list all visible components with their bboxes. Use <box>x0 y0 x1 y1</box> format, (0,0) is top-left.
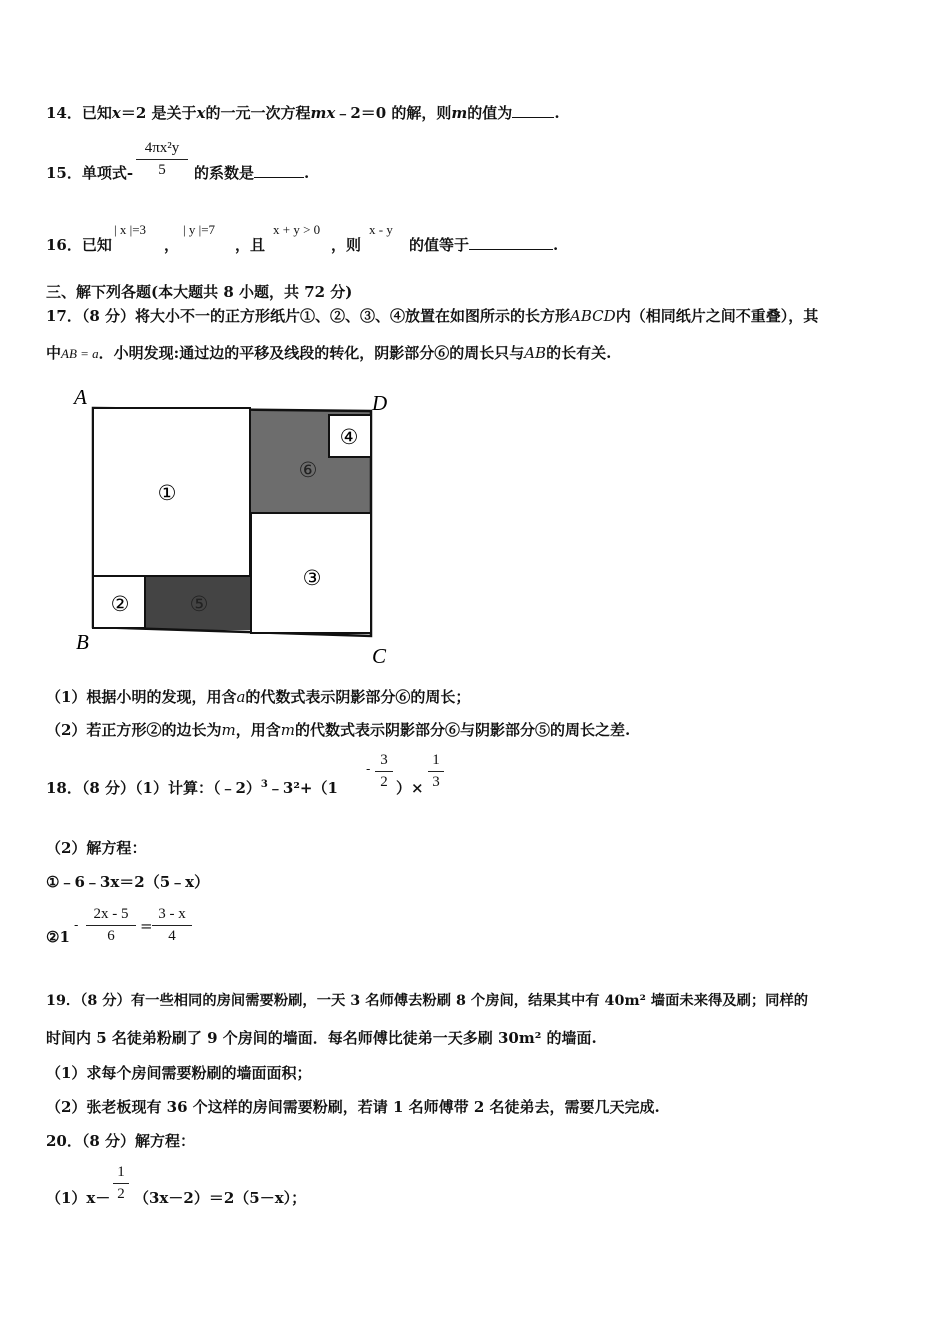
vertex-c: C <box>372 644 387 668</box>
q18-numerator: 3 - x <box>158 906 186 922</box>
q18-text: 18．（8 分）（1）计算：（﹣2） <box>46 779 261 797</box>
q15-number: 15． <box>46 164 82 182</box>
q18-sub2: （2）解方程： <box>46 839 147 857</box>
q17-text: 中 <box>46 344 62 362</box>
q14-var-mx: mx <box>310 104 336 122</box>
q15-text: 单项式- <box>81 164 134 182</box>
q18-denominator: 6 <box>107 928 115 944</box>
q15-fraction <box>136 140 188 179</box>
q17-text: （2）若正方形②的边长为 <box>46 721 222 739</box>
q17-sub1 <box>46 686 470 707</box>
q18-text: ﹣3²+（1 <box>267 779 338 797</box>
q14-var-x: x <box>111 104 121 122</box>
q17-ab: AB <box>524 344 547 362</box>
q19-line2: 时间内 5 名徒弟粉刷了 9 个房间的墙面．每名师傅比徒弟一天多刷 30m² 的墙面. <box>46 1029 597 1047</box>
q14-text: 的一元一次方程 <box>205 104 311 122</box>
q14-number: 14． <box>46 104 82 122</box>
q17-text: 的代数式表示阴影部分⑥与阴影部分⑤的周长之差. <box>294 721 631 739</box>
q14-var-m: m <box>451 104 468 122</box>
label-square-1: ① <box>157 481 177 505</box>
q20-equation-start: （1）x－ <box>46 1189 111 1207</box>
q15-text: 的系数是 <box>194 164 255 182</box>
q18-denominator: 4 <box>168 928 176 944</box>
q14-text: ﹣2＝0 的解，则 <box>335 104 452 122</box>
fraction-bar <box>375 771 393 772</box>
q20-fraction <box>113 1164 129 1203</box>
q17-line1 <box>46 305 818 326</box>
q16-expr: x - y <box>369 222 393 237</box>
q17-sub2 <box>46 719 630 740</box>
q18-fraction-left <box>86 906 136 945</box>
q16-number: 16． <box>46 236 82 254</box>
q18-text: ）× <box>396 779 424 797</box>
q18-exponent: 3 <box>260 779 268 790</box>
q18-denominator: 3 <box>432 774 440 790</box>
q14-text: ＝2 是关于 <box>120 104 197 122</box>
q17-text: （1）根据小明的发现，用含 <box>46 688 237 706</box>
q17-abcd: ABCD <box>570 307 616 325</box>
label-region-6: ⑥ <box>298 458 318 482</box>
q17-text: 的长有关. <box>546 344 612 362</box>
answer-blank[interactable] <box>469 248 553 250</box>
q17-ab-eq: AB = a <box>61 346 99 361</box>
fraction-bar <box>428 771 444 772</box>
fraction-bar <box>113 1183 129 1184</box>
q15-numerator: 4πx²y <box>144 140 180 156</box>
q18-equation-2: ②1 <box>46 928 70 946</box>
label-square-4: ④ <box>339 425 359 449</box>
q18-fraction-right <box>152 906 192 945</box>
q16-end: . <box>553 236 559 254</box>
q15-denominator: 5 <box>158 162 166 178</box>
answer-blank[interactable] <box>254 176 304 178</box>
q19-sub2: （2）张老板现有 36 个这样的房间需要粉刷，若请 1 名师傅带 2 名徒弟去，需要几天完成. <box>46 1098 660 1116</box>
q20-denominator: 2 <box>117 1186 125 1202</box>
question-15 <box>46 162 133 183</box>
q16-abs-x: | x |=3 <box>114 222 147 237</box>
question-18 <box>46 777 338 798</box>
question-14 <box>46 102 560 123</box>
q16-tail <box>409 234 558 255</box>
q15-end: . <box>304 164 310 182</box>
q17-text: ，用含 <box>235 721 281 739</box>
vertex-b: B <box>76 630 89 654</box>
q19-line1: 19．（8 分）有一些相同的房间需要粉刷，一天 3 名师傅去粉刷 8 个房间，结果其中有 40m² 墙面未来得及刷；同样的 <box>46 993 809 1009</box>
q17-var-a: a <box>236 688 246 706</box>
q16-text: 的值等于 <box>409 236 470 254</box>
q16-text: ，则 <box>331 236 362 254</box>
q20-numerator: 1 <box>117 1164 125 1180</box>
q14-text: 已知 <box>81 104 112 122</box>
q16-condition: x + y > 0 <box>273 222 321 237</box>
label-square-2: ② <box>110 592 130 616</box>
vertex-a: A <box>74 385 87 409</box>
q18-equation-1: ①﹣6﹣3x＝2（5﹣x） <box>46 873 210 891</box>
q14-text: 的值为 <box>467 104 513 122</box>
section-heading: 三、解下列各题(本大题共 8 小题，共 72 分) <box>46 283 353 301</box>
question-20: 20．（8 分）解方程： <box>46 1132 196 1150</box>
q16-text: 已知 <box>81 236 112 254</box>
q17-text: 内（相同纸片之间不重叠），其 <box>615 307 819 325</box>
vertex-d: D <box>372 391 388 415</box>
q17-text: 的代数式表示阴影部分⑥的周长； <box>245 688 471 706</box>
label-region-5: ⑤ <box>189 592 209 616</box>
q16-text: ，且 <box>235 236 266 254</box>
q14-end: . <box>554 104 560 122</box>
q17-line2 <box>46 342 611 363</box>
answer-blank[interactable] <box>512 116 554 118</box>
q15-tail <box>194 162 309 183</box>
q19-sub1: （1）求每个房间需要粉刷的墙面面积； <box>46 1064 312 1082</box>
q18-numerator: 1 <box>432 752 440 768</box>
fraction-bar <box>136 159 188 160</box>
q18-minus: - <box>366 762 371 777</box>
rectangle-figure <box>70 385 400 670</box>
fraction-bar <box>152 925 192 926</box>
q18-minus: - <box>74 918 79 933</box>
q17-var-m: m <box>221 721 236 739</box>
q17-text: ．小明发现:通过边的平移及线段的转化，阴影部分⑥的周长只与 <box>98 344 525 362</box>
q16-abs-y: | y |=7 <box>183 222 216 237</box>
q18-equals: = <box>140 917 153 935</box>
label-square-3: ③ <box>302 566 322 590</box>
q18-numerator: 2x - 5 <box>93 906 129 922</box>
q17-var-m2: m <box>280 721 295 739</box>
q18-numerator: 3 <box>380 752 388 768</box>
fraction-bar <box>86 925 136 926</box>
q16-comma: ， <box>164 236 180 254</box>
q14-var-x2: x <box>196 104 206 122</box>
q18-fraction-1-3 <box>428 752 444 791</box>
q18-fraction-3-2 <box>375 752 393 791</box>
q18-denominator: 2 <box>380 774 388 790</box>
q20-equation-end: （3x－2）＝2（5－x）； <box>134 1189 307 1207</box>
q17-text: 17．（8 分）将大小不一的正方形纸片①、②、③、④放置在如图所示的长方形 <box>46 307 571 325</box>
question-16 <box>46 234 112 255</box>
